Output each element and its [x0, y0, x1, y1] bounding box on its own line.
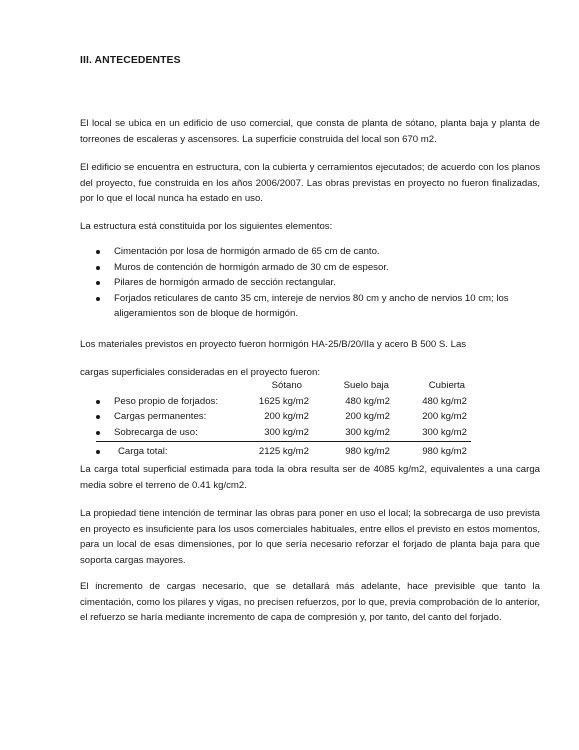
paragraph-building-status: El edificio se encuentra en estructura, con la cubierta y cerramientos ejecutados; de acuerdo con los planos del proyecto, fue construida en los años 2006/2007. Las obras previstas en proyecto no fueron finalizadas, por lo que el local nunca ha estado en uso.	[80, 162, 540, 205]
list-item: Muros de contención de hormigón armado de 30 cm de espesor.	[80, 260, 540, 276]
row-label: Peso propio de forjados:	[114, 395, 218, 407]
cell-sotano: 2125 kg/m2	[258, 446, 309, 457]
total-rule	[96, 441, 471, 442]
row-label: Carga total:	[118, 446, 168, 457]
list-item: Forjados reticulares de canto 35 cm, intereje de nervios 80 cm y ancho de nervios 10 cm; los aligeramientos son de bloque de hormigón.	[80, 291, 540, 322]
paragraph-loads-intro: cargas superficiales consideradas en el proyecto fueron:	[80, 367, 320, 378]
cell-cubierta: 480 kg/m2	[422, 395, 467, 407]
table-row	[80, 394, 540, 410]
list-item: Cimentación por losa de hormigón armado de 65 cm de canto.	[80, 244, 540, 260]
column-header-sotano: Sótano	[271, 380, 302, 391]
column-header-cubierta: Cubierta	[428, 380, 465, 391]
paragraph-total-load: La carga total superficial estimada para toda la obra resulta ser de 4085 kg/m2, equivalentes a una carga media sobre el terreno de 0.41 kg/cm2.	[80, 464, 540, 491]
cell-sotano: 1625 kg/m2	[258, 395, 309, 407]
bullet-icon	[96, 431, 100, 435]
table-row	[80, 425, 540, 441]
bullet-icon	[96, 400, 100, 404]
cell-cubierta: 300 kg/m2	[422, 426, 467, 438]
loads-table	[80, 378, 540, 460]
loads-table-header	[80, 378, 540, 394]
cell-suelo-baja: 300 kg/m2	[345, 426, 390, 438]
cell-suelo-baja: 480 kg/m2	[345, 395, 390, 407]
cell-sotano: 300 kg/m2	[264, 426, 309, 438]
column-header-suelo-baja: Suelo baja	[343, 380, 389, 391]
list-item: Pilares de hormigón armado de sección rectangular.	[80, 275, 540, 291]
row-label: Sobrecarga de uso:	[114, 426, 198, 438]
cell-cubierta: 200 kg/m2	[422, 411, 467, 422]
paragraph-structure-intro: La estructura está constituida por los siguientes elementos:	[80, 221, 333, 232]
row-label: Cargas permanentes:	[114, 411, 207, 422]
bullet-icon	[96, 415, 100, 419]
paragraph-location: El local se ubica en un edificio de uso comercial, que consta de planta de sótano, planta baja y planta de torreones de escaleras y ascensores. La superficie construida del local son 670 m2.	[80, 118, 540, 145]
cell-cubierta: 980 kg/m2	[422, 446, 467, 457]
table-row-total	[80, 444, 540, 460]
paragraph-reinforcement: El incremento de cargas necesario, que se detallará más adelante, hace previsible que tanto la cimentación, como los pilares y vigas, no precisen refuerzos, por lo que, previa comprobación de lo anterior, el refuerzo se haría mediante incremento de capa de compresión y, por tanto, del canto del forjado.	[80, 581, 540, 624]
bullet-icon	[96, 450, 100, 454]
paragraph-materials: Los materiales previstos en proyecto fueron hormigón HA-25/B/20/IIa y acero B 500 S. Las	[80, 339, 467, 350]
structure-elements-list	[80, 244, 540, 322]
cell-suelo-baja: 200 kg/m2	[345, 411, 390, 422]
cell-sotano: 200 kg/m2	[264, 411, 309, 422]
paragraph-intention: La propiedad tiene intención de terminar las obras para poner en uso el local; la sobrecarga de uso prevista en proyecto es insuficiente para los usos comerciales habituales, entre ellos el previsto en estos momentos, para un local de esas dimensiones, por lo que sería necesario reforzar el forjado de planta baja para que soporta cargas mayores.	[80, 508, 540, 566]
table-row	[80, 409, 540, 425]
section-title: III. ANTECEDENTES	[80, 55, 181, 66]
cell-suelo-baja: 980 kg/m2	[345, 446, 390, 457]
